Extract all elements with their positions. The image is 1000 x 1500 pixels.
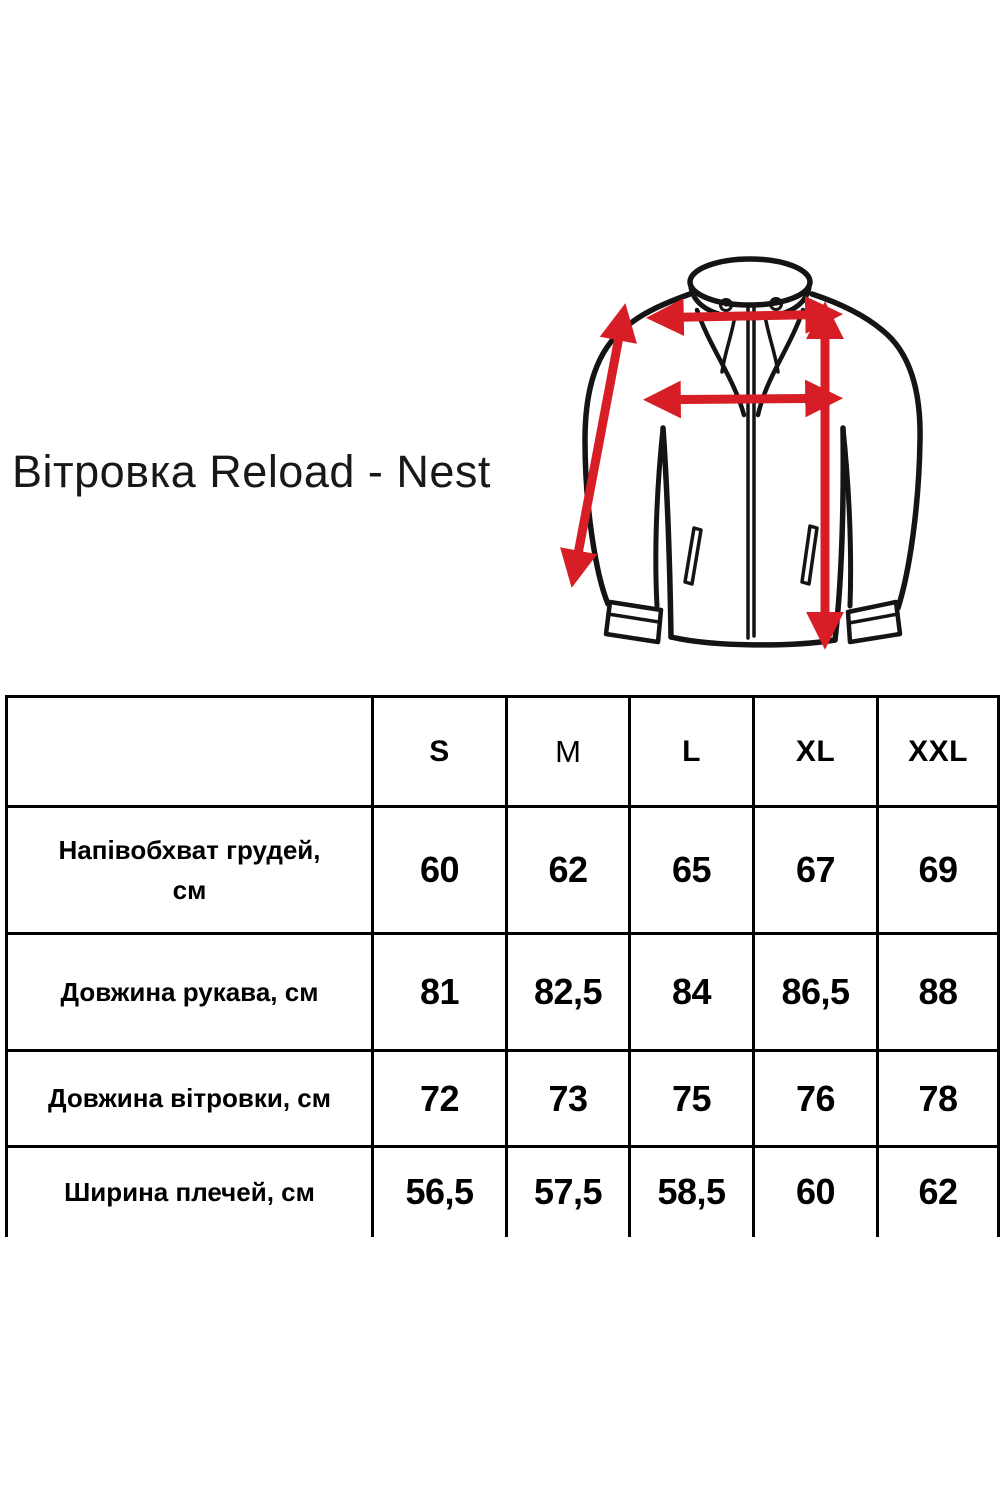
zipper: [748, 296, 754, 638]
size-cell: 82,5: [507, 934, 630, 1051]
row-label: Довжина рукава, см: [7, 934, 373, 1051]
shoulder-width-arrow: [655, 314, 834, 317]
size-table: [5, 695, 1000, 1237]
corner-cell: [7, 697, 373, 807]
drawstrings: [722, 316, 778, 372]
left-pocket-slit: [685, 528, 701, 584]
table-header-row: [7, 697, 999, 807]
size-cell: 62: [507, 807, 630, 934]
size-cell: 75: [630, 1051, 754, 1147]
size-cell: 60: [373, 807, 507, 934]
size-cell: 65: [630, 807, 754, 934]
collar: [690, 259, 810, 305]
sleeve-length-arrow: [573, 312, 623, 579]
table-row: [7, 807, 999, 934]
size-cell: 56,5: [373, 1147, 507, 1237]
table-row: [7, 934, 999, 1051]
row-label: Напівобхват грудей, см: [7, 807, 373, 934]
size-cell: 86,5: [754, 934, 878, 1051]
table-row: [7, 1147, 999, 1237]
size-cell: 88: [878, 934, 999, 1051]
page-title: Вітровка Reload - Nest: [12, 446, 491, 497]
size-cell: 58,5: [630, 1147, 754, 1237]
chest-half-girth-arrow: [652, 398, 834, 399]
size-cell: 69: [878, 807, 999, 934]
size-cell: 60: [754, 1147, 878, 1237]
size-header-l: L: [630, 697, 754, 807]
measurement-arrows: [573, 310, 834, 641]
size-cell: 76: [754, 1051, 878, 1147]
size-cell: 73: [507, 1051, 630, 1147]
size-cell: 62: [878, 1147, 999, 1237]
row-label: Довжина вітровки, см: [7, 1051, 373, 1147]
size-header-s: S: [373, 697, 507, 807]
size-cell: 57,5: [507, 1147, 630, 1237]
size-header-xxl: XXL: [878, 697, 999, 807]
size-header-xl: XL: [754, 697, 878, 807]
size-cell: 81: [373, 934, 507, 1051]
size-cell: 78: [878, 1051, 999, 1147]
row-label: Ширина плечей, см: [7, 1147, 373, 1237]
table-row: [7, 1051, 999, 1147]
size-cell: 72: [373, 1051, 507, 1147]
size-cell: 67: [754, 807, 878, 934]
jacket-measurement-diagram: [538, 250, 996, 662]
size-header-m: M: [507, 697, 630, 807]
right-pocket-slit: [802, 526, 817, 584]
size-cell: 84: [630, 934, 754, 1051]
